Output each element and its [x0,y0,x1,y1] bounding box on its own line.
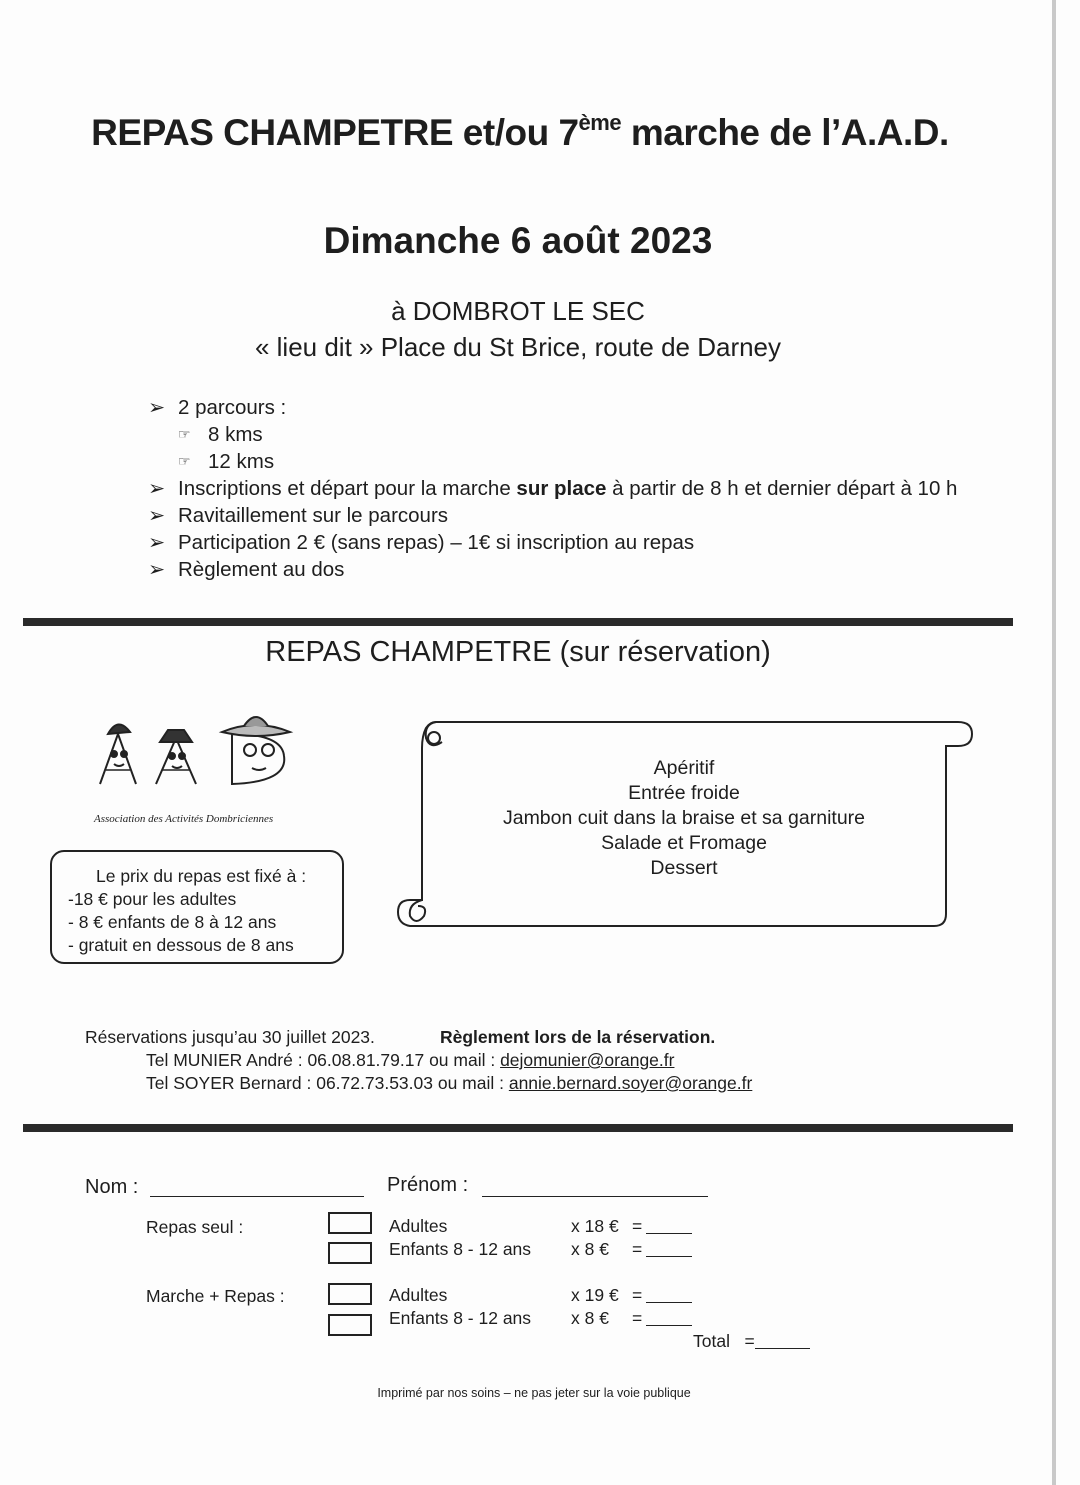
price-title: Le prix du repas est fixé à : [96,866,307,886]
section-title: REPAS CHAMPETRE (sur réservation) [265,636,771,668]
prenom-label: Prénom : [387,1174,469,1196]
menu-item: Entrée froide [628,782,740,804]
adultes-label: Adultes [389,1285,448,1305]
event-place: à DOMBROT LE SEC [391,296,645,326]
pointing-hand-icon: ☞ [178,426,191,442]
event-location-detail: « lieu dit » Place du St Brice, route de Darney [254,332,782,362]
price-multiplier: x 18 € [571,1216,619,1236]
menu-item: Jambon cuit dans la braise et sa garniture [502,807,866,829]
arrow-bullet-icon: ➢ [148,558,166,581]
list-item: ➢ Inscriptions et départ pour la marche sur place à partir de 8 h et dernier départ à 10 h [148,477,958,500]
enfants-label: Enfants 8 - 12 ans [389,1308,532,1328]
email-link[interactable]: dejomunier@orange.fr [500,1050,675,1070]
total-field[interactable] [755,1332,810,1349]
contact-line: Tel MUNIER André : 06.08.81.79.17 ou mail : dejomunier@orange.fr [146,1050,675,1070]
nom-label: Nom : [85,1176,139,1198]
amount-field[interactable] [646,1309,692,1326]
menu-list [420,756,948,881]
menu-item: Apéritif [653,757,715,779]
price-line: -18 € pour les adultes [68,889,237,909]
enfants-label: Enfants 8 - 12 ans [389,1239,532,1259]
payment-note: Règlement lors de la réservation. [440,1027,716,1047]
price-multiplier: x 8 € [571,1308,609,1328]
email-link[interactable]: annie.bernard.soyer@orange.fr [508,1073,753,1093]
price-multiplier: x 19 € [571,1285,619,1305]
aad-logo [92,704,302,830]
adultes-label: Adultes [389,1216,448,1236]
footer-note: Imprimé par nos soins – ne pas jeter sur la voie publique [377,1386,691,1400]
reservation-deadline: Réservations jusqu’au 30 juillet 2023. [85,1027,375,1047]
logo-caption: Association des Activités Dombriciennes [94,813,274,825]
marche-repas-label: Marche + Repas : [146,1286,285,1306]
event-date: Dimanche 6 août 2023 [323,220,713,261]
contact-line: Tel SOYER Bernard : 06.72.73.53.03 ou mail : annie.bernard.soyer@orange.fr [146,1073,753,1093]
list-item: ☞ 8 kms [178,423,263,446]
arrow-bullet-icon: ➢ [148,531,166,554]
arrow-bullet-icon: ➢ [148,504,166,527]
section-divider [23,618,1013,626]
list-item: ➢ Ravitaillement sur le parcours [148,504,449,527]
list-item: ➢ Participation 2 € (sans repas) – 1€ si inscription au repas [148,531,695,554]
list-item: ➢ 2 parcours : [148,396,287,419]
info-list [148,394,957,583]
arrow-bullet-icon: ➢ [148,396,166,419]
page-title: REPAS CHAMPETRE et/ou 7ème marche de l’A.A.D. [91,110,949,153]
price-line: - 8 € enfants de 8 à 12 ans [68,912,277,932]
section-divider [23,1124,1013,1132]
scan-edge [1052,0,1056,1485]
equals-sign: = [632,1239,643,1259]
nom-field[interactable] [150,1176,364,1197]
checkbox-marche-enfants[interactable] [328,1314,372,1336]
list-item: ☞ 12 kms [178,450,275,473]
checkbox-repas-enfants[interactable] [328,1242,372,1264]
checkbox-marche-adultes[interactable] [328,1283,372,1305]
list-item: ➢ Règlement au dos [148,558,345,581]
pointing-hand-icon: ☞ [178,453,191,469]
amount-field[interactable] [646,1217,692,1234]
equals-sign: = [632,1308,643,1328]
price-line: - gratuit en dessous de 8 ans [68,935,294,955]
menu-item: Salade et Fromage [601,832,767,854]
amount-field[interactable] [646,1240,692,1257]
menu-item: Dessert [650,857,718,879]
amount-field[interactable] [646,1286,692,1303]
total-label: Total = [693,1331,755,1351]
equals-sign: = [632,1216,643,1236]
price-box [50,850,344,964]
checkbox-repas-adultes[interactable] [328,1212,372,1234]
prenom-field[interactable] [482,1176,708,1197]
repas-seul-label: Repas seul : [146,1217,244,1237]
arrow-bullet-icon: ➢ [148,477,166,500]
equals-sign: = [632,1285,643,1305]
price-multiplier: x 8 € [571,1239,609,1259]
